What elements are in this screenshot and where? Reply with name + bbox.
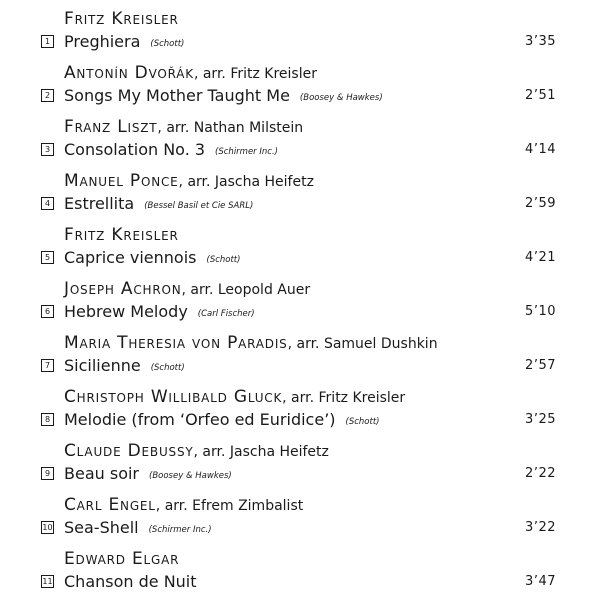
track-list xyxy=(0,8,596,602)
track-item xyxy=(0,386,596,440)
track-item xyxy=(0,494,596,548)
title-line xyxy=(64,192,253,216)
composer-line xyxy=(64,440,329,462)
publisher: (Schirmer Inc.) xyxy=(215,147,278,157)
composer-name: Christoph Willibald Gluck xyxy=(64,387,283,407)
composer-line xyxy=(64,548,179,570)
composer-name: Joseph Achron xyxy=(64,279,182,299)
publisher: (Carl Fischer) xyxy=(197,309,255,319)
track-duration: 2’57 xyxy=(525,358,556,373)
track-duration: 3’22 xyxy=(525,520,556,535)
arranger-credit: , arr. Nathan Milstein xyxy=(157,120,304,136)
arranger-credit: , arr. Fritz Kreisler xyxy=(193,66,317,82)
title-line xyxy=(64,138,278,162)
track-duration: 4’21 xyxy=(525,250,556,265)
arranger-credit: , arr. Jascha Heifetz xyxy=(178,174,314,190)
track-item xyxy=(0,332,596,386)
title-line xyxy=(64,30,184,54)
title-line xyxy=(64,300,255,324)
composer-name: Edward Elgar xyxy=(64,549,180,569)
publisher: (Schott) xyxy=(150,39,185,49)
title-line xyxy=(64,246,240,270)
title-line xyxy=(64,408,379,432)
composer-name: Fritz Kreisler xyxy=(64,225,179,245)
track-duration: 5’10 xyxy=(525,304,556,319)
track-number: 1 xyxy=(41,35,54,48)
track-item xyxy=(0,224,596,278)
composer-line xyxy=(64,494,303,516)
composer-name: Carl Engel xyxy=(64,495,156,515)
arranger-credit: , arr. Leopold Auer xyxy=(181,282,311,298)
arranger-credit: , arr. Efrem Zimbalist xyxy=(155,498,304,514)
composer-line xyxy=(64,332,438,354)
track-item xyxy=(0,116,596,170)
track-number: 11 xyxy=(42,577,53,586)
composer-name: Fritz Kreisler xyxy=(64,9,179,29)
title-line xyxy=(64,354,185,378)
publisher: (Schirmer Inc.) xyxy=(148,525,212,535)
track-duration: 2’59 xyxy=(525,196,556,211)
track-number: 3 xyxy=(41,143,54,156)
composer-name: Manuel Ponce xyxy=(64,171,179,191)
composer-line xyxy=(64,224,179,246)
track-number: 8 xyxy=(41,413,54,426)
arranger-credit: , arr. Fritz Kreisler xyxy=(282,390,406,406)
track-item xyxy=(0,170,596,224)
composer-line xyxy=(64,278,310,300)
title-line xyxy=(64,462,232,486)
track-duration: 3’35 xyxy=(525,34,556,49)
composer-name: Antonín Dvořák xyxy=(64,63,194,83)
arranger-credit: , arr. Jascha Heifetz xyxy=(193,444,329,460)
track-number: 5 xyxy=(41,251,54,264)
track-number: 7 xyxy=(41,359,54,372)
composer-name: Maria Theresia von Paradis xyxy=(64,333,288,353)
work-title: Caprice viennois xyxy=(64,248,197,267)
publisher: (Schott) xyxy=(150,363,185,373)
track-item xyxy=(0,440,596,494)
track-item xyxy=(0,278,596,332)
work-title: Hebrew Melody xyxy=(64,302,188,321)
work-title: Sicilienne xyxy=(64,356,141,375)
track-duration: 2’22 xyxy=(525,466,556,481)
track-item xyxy=(0,8,596,62)
work-title: Beau soir xyxy=(64,464,139,483)
publisher: (Schott) xyxy=(206,255,241,265)
track-item xyxy=(0,548,596,602)
title-line xyxy=(64,84,383,108)
work-title: Estrellita xyxy=(64,194,135,213)
composer-line xyxy=(64,8,179,30)
track-number: 10 xyxy=(42,523,53,532)
publisher: (Schott) xyxy=(345,417,380,427)
track-duration: 4’14 xyxy=(525,142,556,157)
work-title: Melodie (from ‘Orfeo ed Euridice’) xyxy=(64,410,336,429)
composer-line xyxy=(64,116,303,138)
work-title: Consolation No. 3 xyxy=(64,140,206,159)
composer-line xyxy=(64,170,314,192)
work-title: Preghiera xyxy=(64,32,141,51)
track-duration: 3’47 xyxy=(525,574,556,589)
publisher: (Boosey & Hawkes) xyxy=(299,93,383,103)
work-title: Sea-Shell xyxy=(64,518,139,537)
composer-name: Franz Liszt xyxy=(64,117,158,137)
publisher: (Boosey & Hawkes) xyxy=(149,471,232,481)
track-number: 9 xyxy=(41,467,54,480)
track-number: 6 xyxy=(41,305,54,318)
track-item xyxy=(0,62,596,116)
composer-name: Claude Debussy xyxy=(64,441,194,461)
track-number: 2 xyxy=(41,89,54,102)
arranger-credit: , arr. Samuel Dushkin xyxy=(287,336,438,352)
track-number: 4 xyxy=(41,197,54,210)
publisher: (Bessel Basil et Cie SARL) xyxy=(144,201,254,211)
track-duration: 2’51 xyxy=(525,88,556,103)
title-line xyxy=(64,570,207,594)
composer-line xyxy=(64,62,317,84)
work-title: Songs My Mother Taught Me xyxy=(64,86,290,105)
title-line xyxy=(64,516,212,540)
composer-line xyxy=(64,386,405,408)
work-title: Chanson de Nuit xyxy=(64,572,197,591)
track-duration: 3’25 xyxy=(525,412,556,427)
